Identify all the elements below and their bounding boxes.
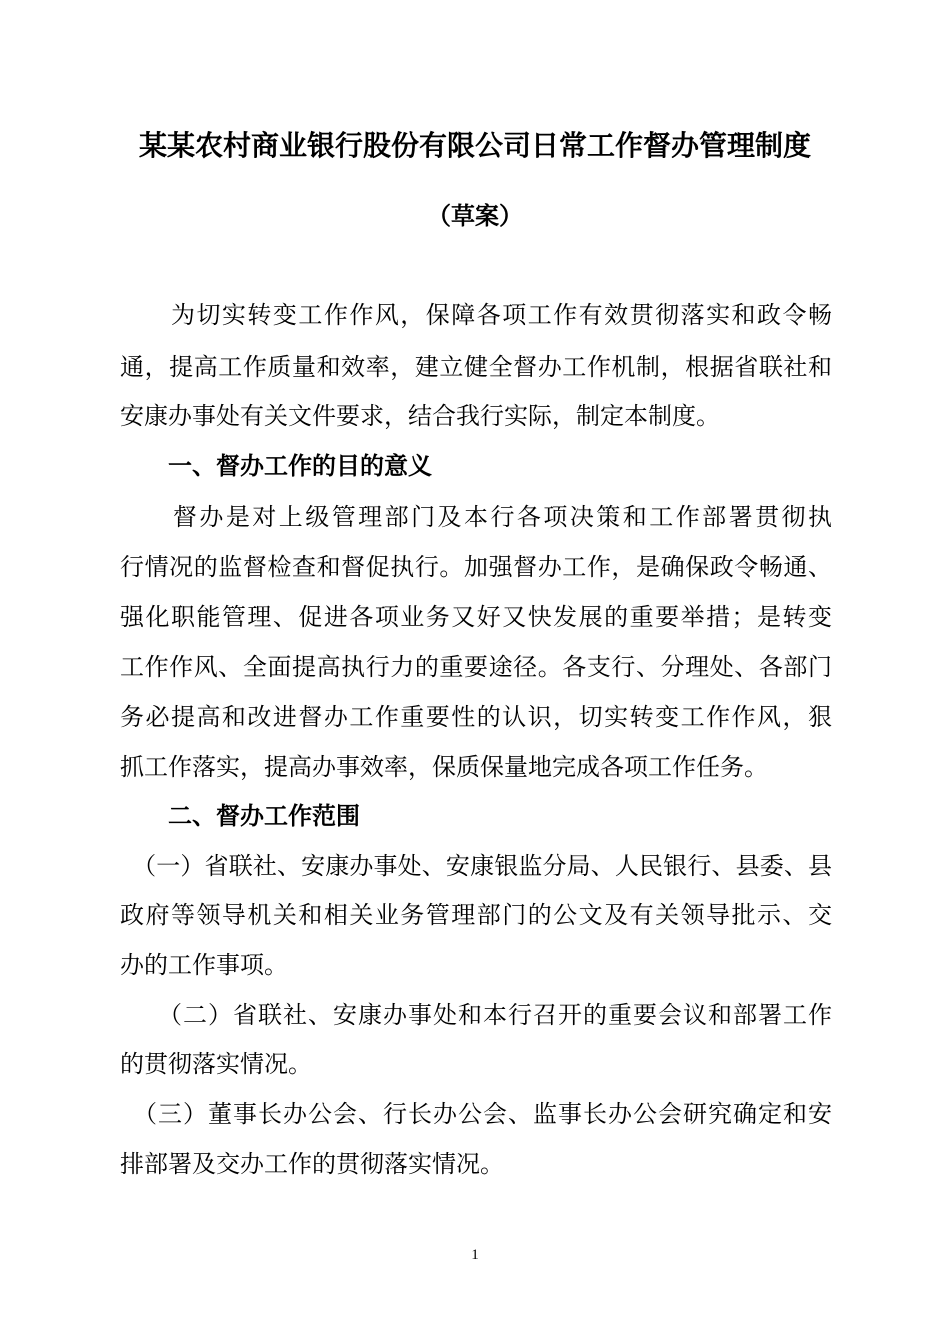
paragraph-line: （三）董事长办公会、行长办公会、监事长办公会研究确定和安 xyxy=(120,1100,832,1128)
paragraph-line: 办的工作事项。 xyxy=(120,951,288,979)
paragraph-line: 工作作风、全面提高执行力的重要途径。各支行、分理处、各部门 xyxy=(120,653,832,681)
paragraph-line: 强化职能管理、促进各项业务又好又快发展的重要举措；是转变 xyxy=(120,603,832,631)
paragraph-line: （二）省联社、安康办事处和本行召开的重要会议和部署工作 xyxy=(120,1001,832,1029)
paragraph-line: （一）省联社、安康办事处、安康银监分局、人民银行、县委、县 xyxy=(120,852,832,880)
paragraph-line: 政府等领导机关和相关业务管理部门的公文及有关领导批示、交 xyxy=(120,901,832,929)
paragraph-line: 排部署及交办工作的贯彻落实情况。 xyxy=(120,1150,504,1178)
paragraph-line: 务必提高和改进督办工作重要性的认识，切实转变工作作风，狠 xyxy=(120,703,832,731)
section-heading: 一、督办工作的目的意义 xyxy=(120,452,432,480)
paragraph-line: 督办是对上级管理部门及本行各项决策和工作部署贯彻执 xyxy=(120,503,832,531)
paragraph-line: 抓工作落实，提高办事效率，保质保量地完成各项工作任务。 xyxy=(120,753,768,781)
section-heading: 二、督办工作范围 xyxy=(120,802,360,830)
document-subtitle: （草案） xyxy=(427,202,523,230)
paragraph-line: 通，提高工作质量和效率，建立健全督办工作机制，根据省联社和 xyxy=(120,353,832,381)
document-title: 某某农村商业银行股份有限公司日常工作督办管理制度 xyxy=(138,129,811,162)
paragraph-line: 行情况的监督检查和督促执行。加强督办工作，是确保政令畅通、 xyxy=(120,553,832,581)
paragraph-line: 的贯彻落实情况。 xyxy=(120,1050,312,1078)
page-number: 1 xyxy=(471,1247,479,1263)
paragraph-line: 安康办事处有关文件要求，结合我行实际，制定本制度。 xyxy=(120,402,720,430)
paragraph-line: 为切实转变工作作风，保障各项工作有效贯彻落实和政令畅 xyxy=(120,301,832,329)
